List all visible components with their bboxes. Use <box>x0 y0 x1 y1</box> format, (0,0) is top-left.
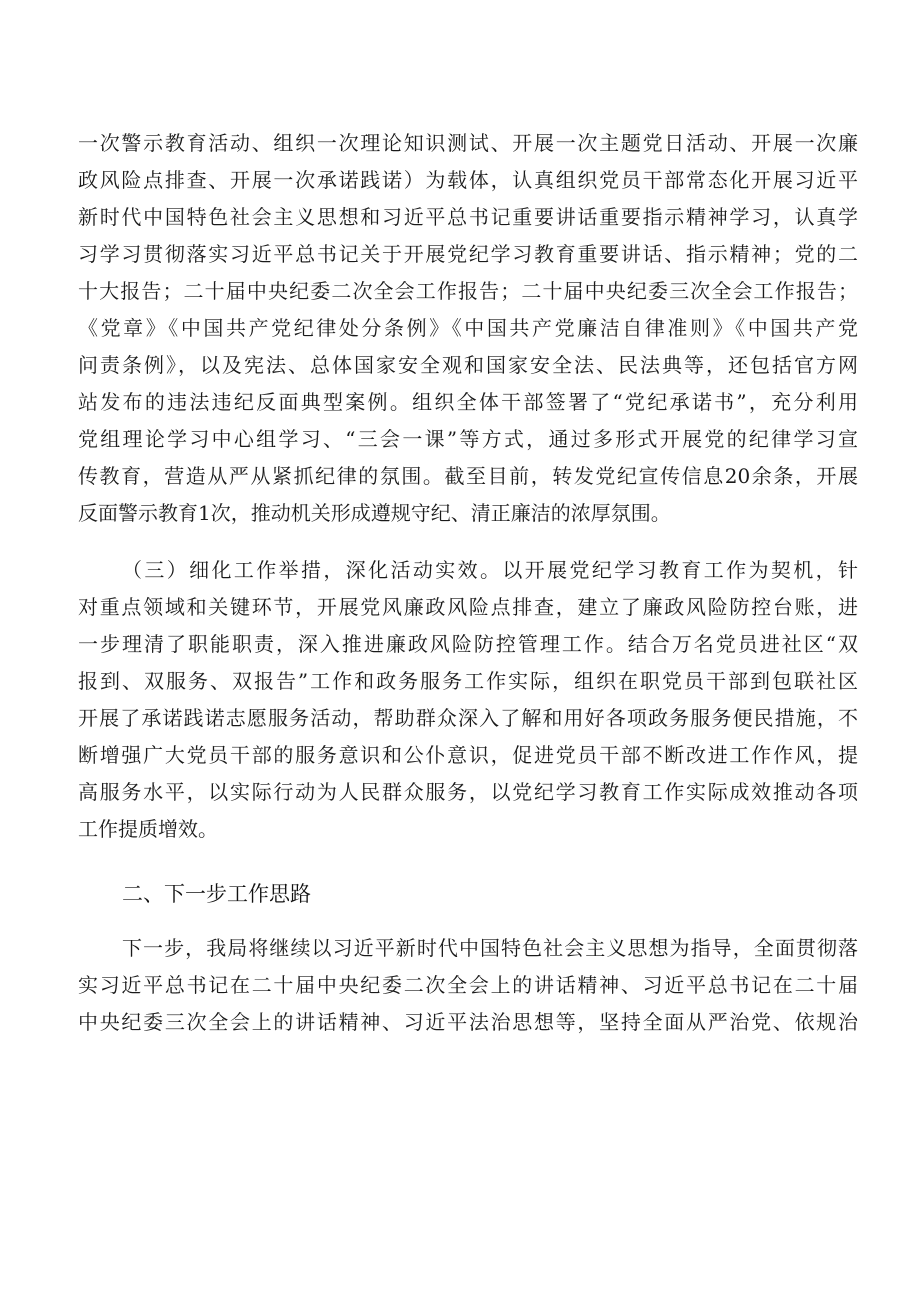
text-line: 问责条例》，以及宪法、总体国家安全观和国家安全法、民法典等，还包括官方网 <box>78 353 858 377</box>
text-line: 十大报告；二十届中央纪委二次全会工作报告；二十届中央纪委三次全会工作报告； <box>78 279 858 303</box>
text-line: 政风险点排查、开展一次承诺践诺）为载体，认真组织党员干部常态化开展习近平 <box>78 168 858 192</box>
text-line: 《党章》《中国共产党纪律处分条例》《中国共产党廉洁自律准则》《中国共产党 <box>78 316 858 340</box>
text-line: 报到、双服务、双报告”工作和政务服务工作实际，组织在职党员干部到包联社区 <box>78 669 858 693</box>
text-line: 断增强广大党员干部的服务意识和公仆意识，促进党员干部不断改进工作作风，提 <box>78 743 858 767</box>
text-line: 开展了承诺践诺志愿服务活动，帮助群众深入了解和用好各项政务服务便民措施，不 <box>78 706 858 730</box>
text-line: （三）细化工作举措，深化活动实效。以开展党纪学习教育工作为契机，针 <box>122 558 858 582</box>
text-line: 站发布的违法违纪反面典型案例。组织全体干部签署了“党纪承诺书”，充分利用 <box>78 390 858 414</box>
text-line: 新时代中国特色社会主义思想和习近平总书记重要讲话重要指示精神学习，认真学 <box>78 205 858 229</box>
text-line: 一步理清了职能职责，深入推进廉政风险防控管理工作。结合万名党员进社区“双 <box>78 632 858 656</box>
text-line: 传教育，营造从严从紧抓纪律的氛围。截至目前，转发党纪宣传信息20余条，开展 <box>78 464 858 488</box>
text-line: 中央纪委三次全会上的讲话精神、习近平法治思想等，坚持全面从严治党、依规治 <box>78 1010 858 1034</box>
text-line: 高服务水平，以实际行动为人民群众服务，以党纪学习教育工作实际成效推动各项 <box>78 780 858 804</box>
section-heading: 二、下一步工作思路 <box>122 882 311 906</box>
text-line: 一次警示教育活动、组织一次理论知识测试、开展一次主题党日活动、开展一次廉 <box>78 131 858 155</box>
text-line: 党组理论学习中心组学习、“三会一课”等方式，通过多形式开展党的纪律学习宣 <box>78 427 858 451</box>
text-line: 实习近平总书记在二十届中央纪委二次全会上的讲话精神、习近平总书记在二十届 <box>78 973 858 997</box>
text-line: 反面警示教育1次，推动机关形成遵规守纪、清正廉洁的浓厚氛围。 <box>78 501 671 525</box>
text-line: 习学习贯彻落实习近平总书记关于开展党纪学习教育重要讲话、指示精神；党的二 <box>78 242 858 266</box>
text-line: 工作提质增效。 <box>78 817 218 841</box>
text-line: 下一步，我局将继续以习近平新时代中国特色社会主义思想为指导，全面贯彻落 <box>122 936 858 960</box>
text-line: 对重点领域和关键环节，开展党风廉政风险点排查，建立了廉政风险防控台账，进 <box>78 595 858 619</box>
